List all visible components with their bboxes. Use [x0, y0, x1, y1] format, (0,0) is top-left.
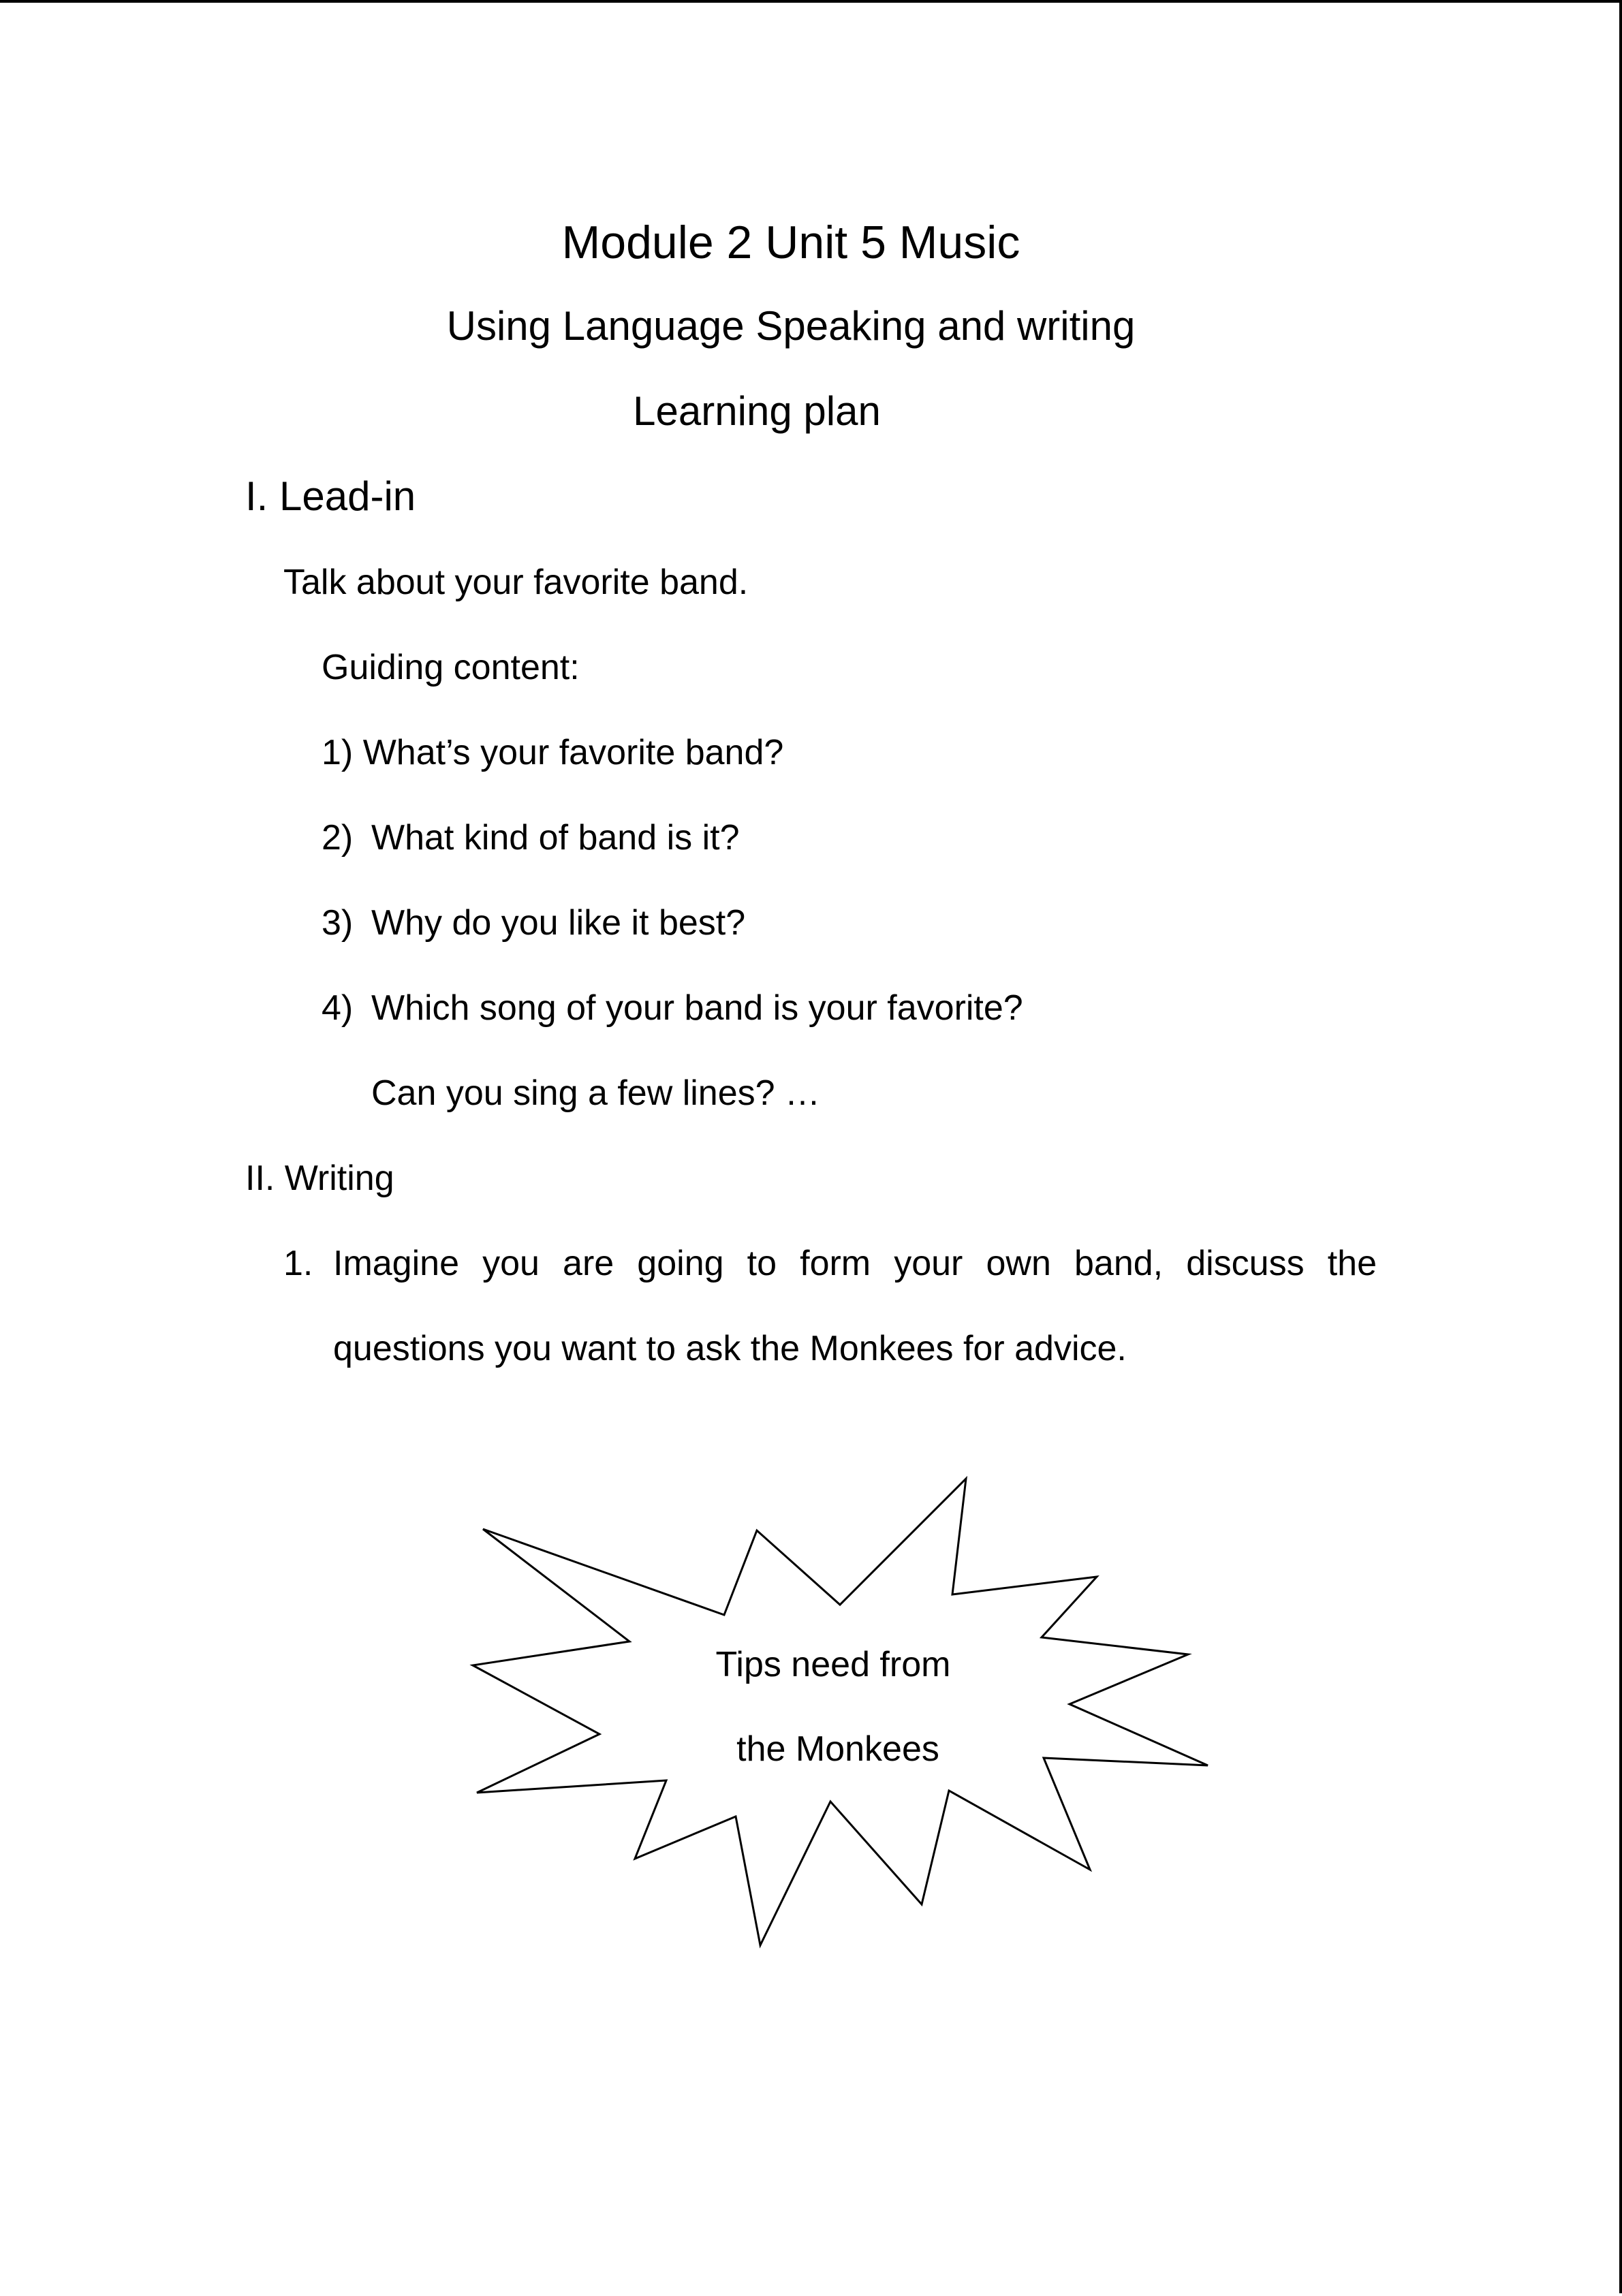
question-text: Which song of your band is your favorite? — [371, 988, 1023, 1028]
question-followup: Can you sing a few lines? … — [371, 1073, 821, 1113]
question-number: 2) — [322, 818, 354, 858]
burst-text-line-2: the Monkees — [736, 1729, 939, 1769]
guiding-content-label: Guiding content: — [322, 648, 580, 687]
writing-item-line-1: Imagine you are going to form your own band, discuss the — [333, 1244, 1377, 1283]
section-writing-heading: II. Writing — [245, 1159, 394, 1198]
question-text: What kind of band is it? — [371, 818, 740, 858]
question-number: 3) — [322, 903, 354, 943]
question-text: What’s your favorite band? — [362, 733, 784, 772]
question-text: Why do you like it best? — [371, 903, 746, 943]
question-number: 1) — [322, 733, 354, 772]
writing-item-number: 1. — [283, 1244, 313, 1283]
question-number: 4) — [322, 988, 354, 1028]
learning-plan-label: Learning plan — [633, 388, 881, 434]
explosion-burst-shape — [0, 3, 1622, 2296]
burst-text-line-1: Tips need from — [715, 1645, 951, 1684]
document-subtitle: Using Language Speaking and writing — [446, 303, 1136, 349]
writing-item-line-2: questions you want to ask the Monkees for advice. — [333, 1329, 1127, 1368]
section-lead-in-heading: I. Lead-in — [245, 473, 416, 519]
lead-in-intro: Talk about your favorite band. — [283, 563, 749, 602]
document-title: Module 2 Unit 5 Music — [561, 217, 1020, 268]
